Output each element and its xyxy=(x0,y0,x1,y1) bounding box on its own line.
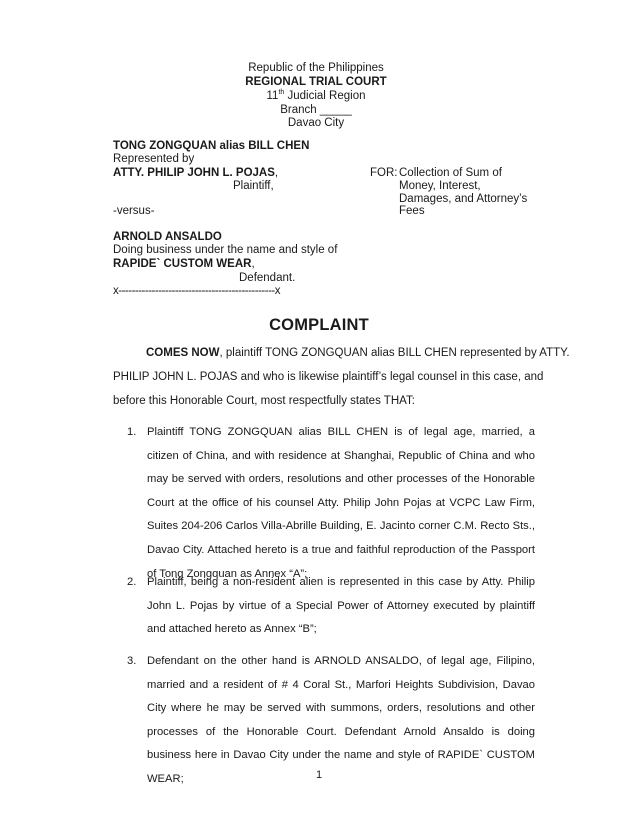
attorney-name: ATTY. PHILIP JOHN L. POJAS, xyxy=(113,167,279,179)
header-city: Davao City xyxy=(287,117,345,129)
defendant-name: ARNOLD ANSALDO xyxy=(113,231,222,243)
page-number: 1 xyxy=(315,769,323,781)
header-region: 11th Judicial Region xyxy=(266,89,366,102)
business-line: Doing business under the name and style of xyxy=(113,244,338,256)
caption-separator: x-----------------------------------------------x xyxy=(113,285,280,297)
header-republic: Republic of the Philippines xyxy=(248,62,384,74)
for-label: FOR: xyxy=(370,167,398,179)
defendant-role: Defendant. xyxy=(239,272,296,284)
intro-line-3: before this Honorable Court, most respectfully states THAT: xyxy=(113,395,415,407)
header-court: REGIONAL TRIAL COURT xyxy=(245,76,387,88)
header-branch: Branch _____ xyxy=(280,104,352,116)
plaintiff-name: TONG ZONGQUAN alias BILL CHEN xyxy=(113,140,310,152)
item-text: Plaintiff TONG ZONGQUAN alias BILL CHEN is of legal age, married, a citizen of China, and with residence at Shanghai, Republic of China and who may be served with orders, resolutions and other processes of the Honorable Court at the office of his counsel Atty. Philip John Pojas at VCPC Law Firm, Suites 204-206 Carlos Villa-Abrille Building, E. Jacinto corner C.M. Recto Sts., Davao City. Attached hereto is a true and faithful reproduction of the Passport of Tong Zongquan as Annex “A”; xyxy=(147,426,535,580)
item-number: 3. xyxy=(127,655,137,667)
document-title: COMPLAINT xyxy=(269,316,369,334)
intro-line-2: PHILIP JOHN L. POJAS and who is likewise plaintiff’s legal counsel in this case, and xyxy=(113,371,544,383)
for-line: Fees xyxy=(399,205,425,217)
plaintiff-role: Plaintiff, xyxy=(233,180,274,192)
item-number: 1. xyxy=(127,426,137,438)
allegation-item xyxy=(127,421,535,586)
item-number: 2. xyxy=(127,576,137,588)
for-line: Collection of Sum of xyxy=(399,167,502,179)
allegation-item xyxy=(127,571,535,642)
item-text: Plaintiff, being a non-resident alien is represented in this case by Atty. Philip John L. Pojas by virtue of a Special Power of Attorney executed by plaintiff and attached hereto as Annex “B”; xyxy=(147,576,535,636)
for-line: Money, Interest, xyxy=(399,180,481,192)
business-name: RAPIDE` CUSTOM WEAR, xyxy=(113,258,255,270)
for-line: Damages, and Attorney’s xyxy=(399,193,528,205)
item-text: Defendant on the other hand is ARNOLD ANSALDO, of legal age, Filipino, married and a resident of # 4 Coral St., Marfori Heights Subdivision, Davao City where he may be served with summons, orders, resolutions and other processes of the Honorable Court. Defendant Arnold Ansaldo is doing business here in Davao City under the name and style of RAPIDE` CUSTOM WEAR; xyxy=(147,655,535,785)
intro-line-1: COMES NOW, plaintiff TONG ZONGQUAN alias BILL CHEN represented by ATTY. xyxy=(146,347,570,359)
represented-by: Represented by xyxy=(113,153,195,165)
versus: -versus- xyxy=(113,205,155,217)
